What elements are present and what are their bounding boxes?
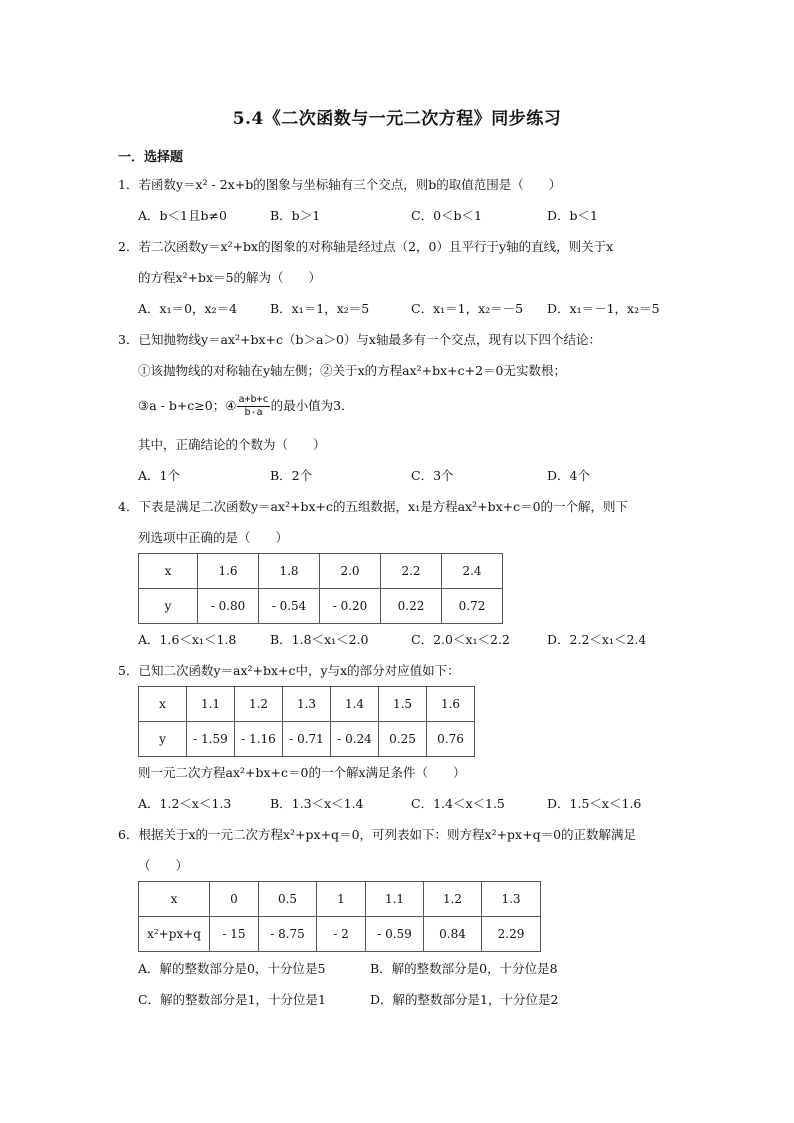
table-cell: 1.1 (187, 687, 235, 722)
section-heading: 一．选择题 (118, 150, 184, 165)
table-cell: 1.3 (482, 882, 541, 917)
option-d: D．1.5＜x＜1.6 (547, 796, 642, 811)
option-c: C．x₁＝1，x₂＝－5 (411, 301, 524, 316)
table-row (139, 917, 541, 952)
question-3-text-line1: 3．已知抛物线y＝ax²+bx+c（b＞a＞0）与x轴最多有一个交点，现有以下四个结论： (118, 332, 601, 347)
option-b: B．1.3＜x＜1.4 (270, 796, 364, 811)
question-3-text-line4: 其中，正确结论的个数为（ ） (138, 437, 326, 452)
table-cell: 0.84 (424, 917, 482, 952)
table-cell: - 1.16 (235, 722, 283, 757)
question-1-text: 1．若函数y＝x² - 2x+b的图象与坐标轴有三个交点，则b的取值范围是（ ） (118, 177, 562, 192)
table-cell: 0.25 (379, 722, 427, 757)
question-4-text-line1: 4．下表是满足二次函数y＝ax²+bx+c的五组数据，x₁是方程ax²+bx+c＝0的一个解，则下 (118, 499, 629, 514)
table-row (139, 589, 503, 624)
table-cell: - 0.24 (331, 722, 379, 757)
option-d: D．解的整数部分是1，十分位是2 (370, 992, 559, 1007)
table-cell: 1.4 (331, 687, 379, 722)
option-d: D．2.2＜x₁＜2.4 (547, 632, 647, 647)
table-cell: 0.22 (381, 589, 442, 624)
table-cell: - 2 (317, 917, 366, 952)
option-c: C．解的整数部分是1，十分位是1 (138, 992, 326, 1007)
option-d: D．4个 (547, 468, 590, 483)
question-6-table (138, 881, 541, 952)
table-row (139, 687, 475, 722)
table-cell: 0.72 (442, 589, 503, 624)
option-c: C．2.0＜x₁＜2.2 (411, 632, 510, 647)
question-2-text-line2: 的方程x²+bx＝5的解为（ ） (138, 270, 322, 285)
table-cell: 2.29 (482, 917, 541, 952)
table-cell: x²+px+q (139, 917, 210, 952)
table-cell: - 0.59 (366, 917, 424, 952)
option-a: A．b＜1且b≠0 (138, 208, 227, 223)
table-cell: 0 (210, 882, 259, 917)
table-cell: 1.8 (259, 554, 320, 589)
table-cell: 1.5 (379, 687, 427, 722)
statement-4-tail: 的最小值为3． (270, 398, 354, 413)
table-cell: 2.4 (442, 554, 503, 589)
option-c: C．0＜b＜1 (411, 208, 482, 223)
table-cell: - 1.59 (187, 722, 235, 757)
option-b: B．b＞1 (270, 208, 321, 223)
question-4-text-line2: 列选项中正确的是（ ） (138, 530, 289, 545)
table-cell: x (139, 882, 210, 917)
question-6-text-line2: （ ） (138, 858, 189, 873)
table-cell: - 15 (210, 917, 259, 952)
question-6-text-line1: 6．根据关于x的一元二次方程x²+px+q＝0，可列表如下：则方程x²+px+q＝0的正数解满足 (118, 827, 637, 842)
option-a: A．解的整数部分是0，十分位是5 (138, 961, 326, 976)
table-cell: 1.2 (235, 687, 283, 722)
fraction-denominator: b-a (244, 407, 263, 418)
option-c: C．3个 (411, 468, 454, 483)
table-cell: x (139, 554, 198, 589)
table-cell: - 0.71 (283, 722, 331, 757)
table-row (139, 722, 475, 757)
table-cell: - 8.75 (259, 917, 317, 952)
table-cell: 1.3 (283, 687, 331, 722)
table-row (139, 554, 503, 589)
table-cell: 1.1 (366, 882, 424, 917)
option-b: B．解的整数部分是0，十分位是8 (370, 961, 558, 976)
question-5-table (138, 686, 475, 757)
option-b: B．2个 (270, 468, 313, 483)
table-cell: 2.2 (381, 554, 442, 589)
statement-3: ③a - b+c≥0；④ (138, 398, 237, 413)
table-cell: y (139, 722, 187, 757)
option-d: D．x₁＝－1，x₂＝5 (547, 301, 660, 316)
table-cell: - 0.80 (198, 589, 259, 624)
option-a: A．1个 (138, 468, 180, 483)
question-5-text-line2: 则一元二次方程ax²+bx+c＝0的一个解x满足条件（ ） (138, 765, 466, 780)
table-cell: 0.5 (259, 882, 317, 917)
table-cell: - 0.20 (320, 589, 381, 624)
option-a: A．1.6＜x₁＜1.8 (138, 632, 237, 647)
option-c: C．1.4＜x＜1.5 (411, 796, 505, 811)
option-b: B．1.8＜x₁＜2.0 (270, 632, 369, 647)
table-cell: 0.76 (427, 722, 475, 757)
table-cell: 2.0 (320, 554, 381, 589)
table-cell: x (139, 687, 187, 722)
table-cell: 1.6 (427, 687, 475, 722)
question-3-text-line3 (138, 392, 354, 420)
table-row (139, 882, 541, 917)
question-4-table (138, 553, 503, 624)
question-5-text-line1: 5．已知二次函数y＝ax²+bx+c中，y与x的部分对应值如下： (118, 663, 460, 678)
option-d: D．b＜1 (547, 208, 598, 223)
option-b: B．x₁＝1，x₂＝5 (270, 301, 370, 316)
table-cell: y (139, 589, 198, 624)
question-3-text-line2: ①该抛物线的对称轴在y轴左侧；②关于x的方程ax²+bx+c+2＝0无实数根； (138, 363, 567, 378)
table-cell: 1 (317, 882, 366, 917)
fraction-numerator: a+b+c (238, 394, 269, 405)
option-a: A．x₁＝0，x₂＝4 (138, 301, 238, 316)
table-cell: 1.6 (198, 554, 259, 589)
question-2-text-line1: 2．若二次函数y＝x²+bx的图象的对称轴是经过点（2，0）且平行于y轴的直线，则关于x (118, 239, 614, 254)
option-a: A．1.2＜x＜1.3 (138, 796, 232, 811)
page-title: 5.4《二次函数与一元二次方程》同步练习 (232, 109, 562, 129)
fraction (237, 394, 269, 419)
table-cell: - 0.54 (259, 589, 320, 624)
table-cell: 1.2 (424, 882, 482, 917)
